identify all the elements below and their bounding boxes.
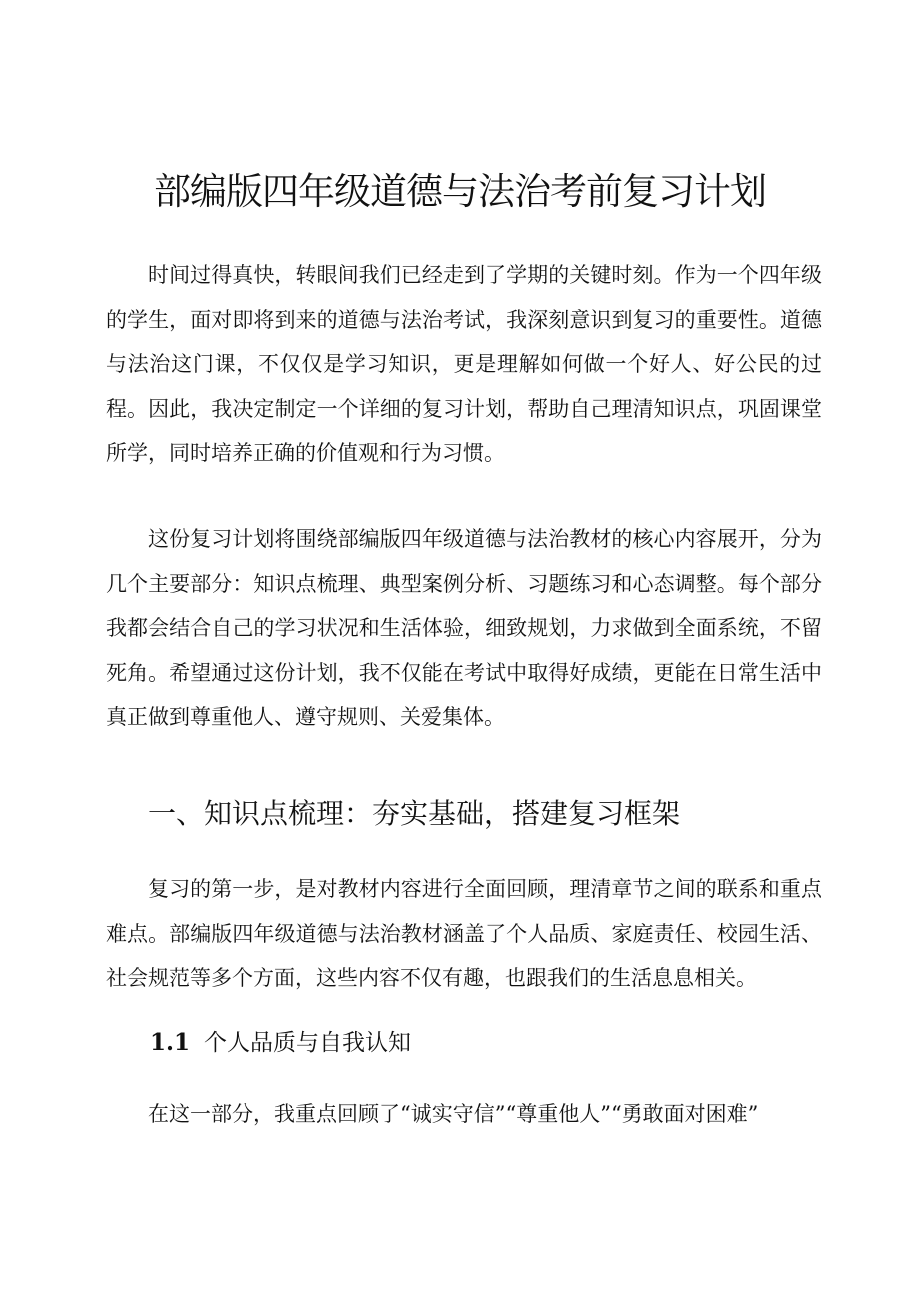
subsection-number: 1.1 bbox=[150, 1029, 191, 1056]
section-1-paragraph: 复习的第一步，是对教材内容进行全面回顾，理清章节之间的联系和重点难点。部编版四年级道德与法治教材涵盖了个人品质、家庭责任、校园生活、社会规范等多个方面，这些内容不仅有趣，也跟我们的生活息息相关。 bbox=[106, 877, 822, 991]
document-title: 部编版四年级道德与法治考前复习计划 bbox=[154, 170, 766, 213]
intro-paragraph-2: 这份复习计划将围绕部编版四年级道德与法治教材的核心内容展开，分为几个主要部分：知识点梳理、典型案例分析、习题练习和心态调整。每个部分我都会结合自己的学习状况和生活体验，细致规划，力求做到全面系统，不留死角。希望通过这份计划，我不仅能在考试中取得好成绩，更能在日常生活中真正做到尊重他人、遵守规则、关爱集体。 bbox=[106, 527, 822, 730]
subsection-1-1-paragraph: 在这一部分，我重点回顾了“诚实守信”“尊重他人”“勇敢面对困难” bbox=[148, 1102, 759, 1126]
subsection-1-1-heading bbox=[150, 1023, 411, 1063]
intro-paragraph-1: 时间过得真快，转眼间我们已经走到了学期的关键时刻。作为一个四年级的学生，面对即将到来的道德与法治考试，我深刻意识到复习的重要性。道德与法治这门课，不仅仅是学习知识，更是理解如何做一个好人、好公民的过程。因此，我决定制定一个详细的复习计划，帮助自己理清知识点，巩固课堂所学，同时培养正确的价值观和行为习惯。 bbox=[106, 263, 822, 466]
subsection-title: 个人品质与自我认知 bbox=[204, 1030, 412, 1056]
section-1-heading: 一、知识点梳理：夯实基础，搭建复习框架 bbox=[148, 797, 681, 830]
